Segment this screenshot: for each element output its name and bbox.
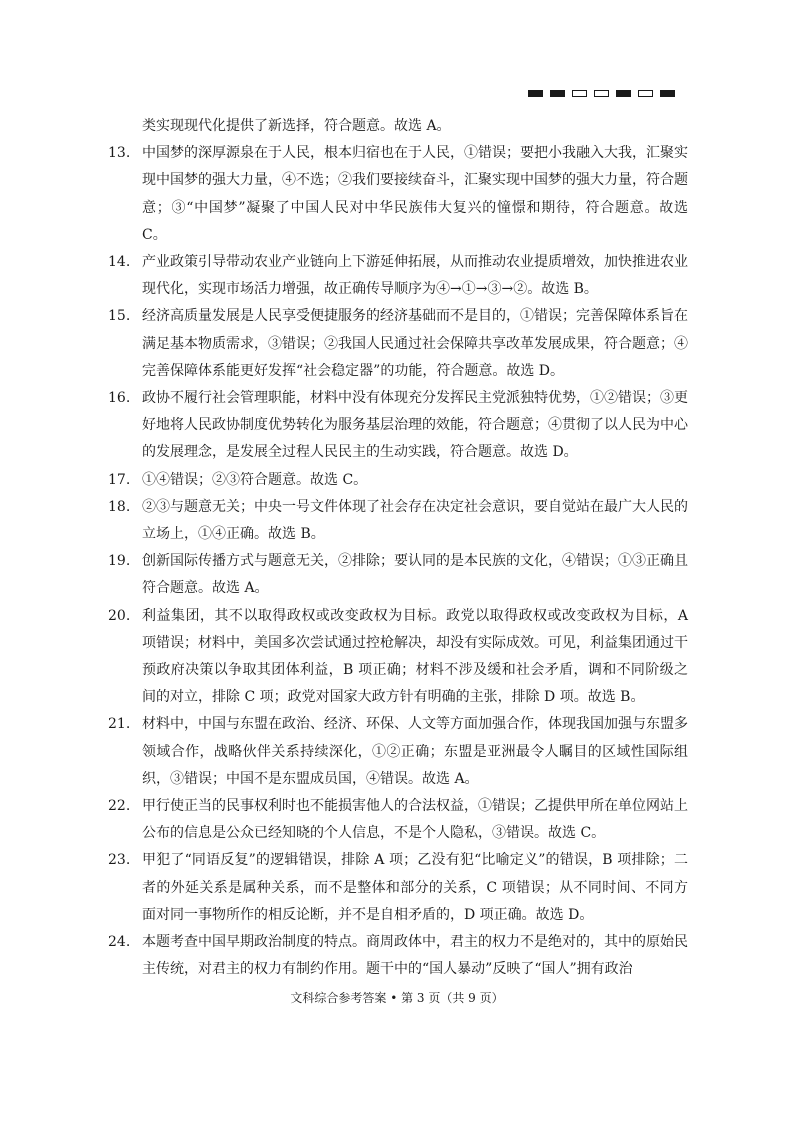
item-number: 13. <box>108 145 131 162</box>
marker-block <box>616 90 631 97</box>
item-number: 22. <box>108 798 131 815</box>
item-text: 类实现现代化提供了新选择，符合题意。故选 A。 <box>142 118 451 134</box>
answer-item <box>108 494 688 548</box>
answer-item <box>108 467 688 494</box>
answer-item <box>108 249 688 303</box>
answer-item <box>108 603 688 712</box>
marker-block <box>638 90 653 97</box>
item-number: 18. <box>108 498 131 515</box>
answer-item <box>108 140 688 249</box>
item-number: 21. <box>108 716 131 733</box>
marker-block <box>594 90 609 97</box>
item-text: ①④错误；②③符合题意。故选 C。 <box>142 471 368 488</box>
item-text: 利益集团，其不以取得政权或改变政权为目标。政党以取得政权或改变政权为目标，A 项错误；材料中，美国多次尝试通过控枪解决，却没有实际成效。可见，利益集团通过干预政府决策以争取其团体利益，B 项正确；材料不涉及缓和社会矛盾，调和不同阶级之间的对立，排除 C 项；政党对国家大政方针有明确的主张，排除 D 项。故选 B。 <box>142 607 688 706</box>
answer-item <box>108 711 688 793</box>
answer-item <box>108 548 688 602</box>
item-number: 23. <box>108 852 131 869</box>
item-text: 甲犯了“同语反复”的逻辑错误，排除 A 项；乙没有犯“比喻定义”的错误，B 项排除；二者的外延关系是属种关系，而不是整体和部分的关系，C 项错误；从不同时间、不同方面对同一事物所作的相反论断，并不是自相矛盾的，D 项正确。故选 D。 <box>142 852 688 923</box>
item-number: 20. <box>108 607 131 624</box>
marker-block <box>550 90 565 97</box>
page-footer: 文科综合参考答案 • 第 3 页（共 9 页） <box>290 991 504 1005</box>
item-text: 经济高质量发展是人民享受便捷服务的经济基础而不是目的，①错误；完善保障体系旨在满足基本物质需求，③错误；②我国人民通过社会保障共享改革发展成果，符合题意；④完善保障体系能更好发挥“社会稳定器”的功能，符合题意。故选 D。 <box>142 308 688 379</box>
item-number: 24. <box>108 934 131 951</box>
item-text: 甲行使正当的民事权利时也不能损害他人的合法权益，①错误；乙提供甲所在单位网站上公布的信息是公众已经知晓的个人信息，不是个人隐私，③错误。故选 C。 <box>142 798 688 842</box>
item-text: 政协不履行社会管理职能，材料中没有体现充分发挥民主党派独特优势，①②错误；③更好地将人民政协制度优势转化为服务基层治理的效能，符合题意；④贯彻了以人民为中心的发展理念，是发展全过程人民民主的生动实践，符合题意。故选 D。 <box>142 390 688 461</box>
item-text: ②③与题意无关；中央一号文件体现了社会存在决定社会意识，要自觉站在最广大人民的立场上，①④正确。故选 B。 <box>142 498 688 543</box>
answer-item <box>108 385 688 467</box>
answer-item <box>108 847 688 929</box>
item-text: 创新国际传播方式与题意无关，②排除；要认同的是本民族的文化，④错误；①③正确且符合题意。故选 A。 <box>142 553 688 597</box>
item-text: 中国梦的深厚源泉在于人民，根本归宿也在于人民，①错误；要把小我融入大我，汇聚实现中国梦的强大力量，④不选；②我们要接续奋斗，汇聚实现中国梦的强大力量，符合题意；③“中国梦”凝聚了中国人民对中华民族伟大复兴的憧憬和期待，符合题意。故选 C。 <box>142 145 688 243</box>
answer-item <box>108 929 688 983</box>
page-marker <box>528 90 675 97</box>
item-text: 产业政策引导带动农业产业链向上下游延伸拓展，从而推动农业提质增效，加快推进农业现代化，实现市场活力增强，故正确传导顺序为④→①→③→②。故选 B。 <box>142 254 688 298</box>
item-number <box>108 113 142 140</box>
item-number: 15. <box>108 308 131 325</box>
item-number: 16. <box>108 390 131 407</box>
marker-block <box>660 90 675 97</box>
marker-block <box>572 90 587 97</box>
marker-block <box>528 90 543 97</box>
item-text: 材料中，中国与东盟在政治、经济、环保、人文等方面加强合作，体现我国加强与东盟多领域合作，战略伙伴关系持续深化，①②正确；东盟是亚洲最令人瞩目的区域性国际组织，③错误；中国不是东盟成员国，④错误。故选 A。 <box>142 716 688 787</box>
item-text: 本题考查中国早期政治制度的特点。商周政体中，君主的权力不是绝对的，其中的原始民主传统，对君主的权力有制约作用。题干中的“国人暴动”反映了“国人”拥有政治 <box>142 934 688 978</box>
answer-item <box>108 113 688 140</box>
answer-list <box>108 113 688 984</box>
answer-item <box>108 303 688 385</box>
answer-item <box>108 793 688 847</box>
item-number: 19. <box>108 553 131 570</box>
item-number: 14. <box>108 254 131 271</box>
item-number: 17. <box>108 471 131 488</box>
